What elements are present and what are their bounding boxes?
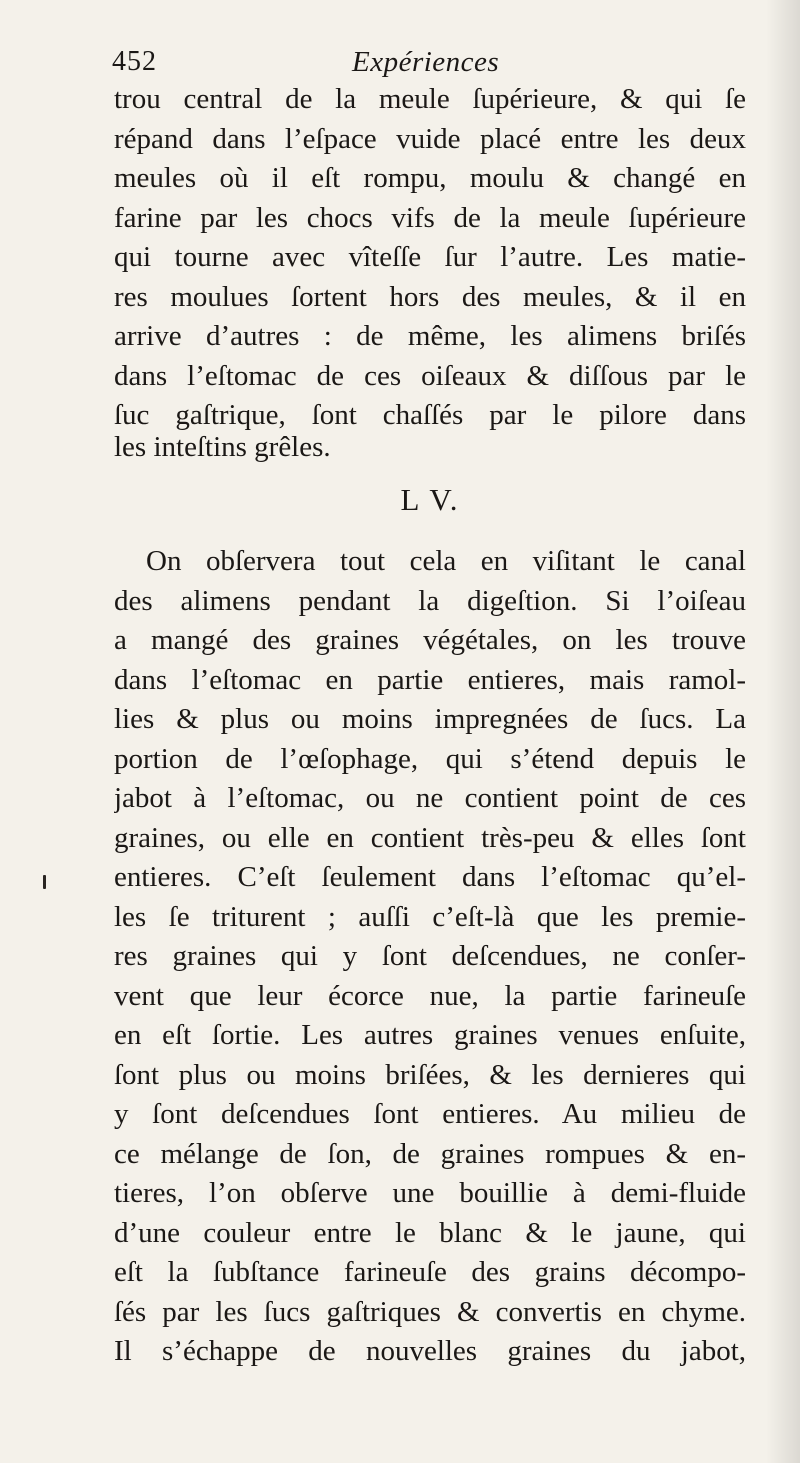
- text-line: y ſont deſcendues ſont entieres. Au milieu de: [114, 1098, 746, 1130]
- text-line: portion de l’œſophage, qui s’étend depuis le: [114, 743, 746, 775]
- text-line: dans l’eſtomac en partie entieres, mais ramol-: [114, 664, 746, 696]
- running-title: Expériences: [352, 46, 500, 78]
- text-line: ſés par les ſucs gaſtriques & convertis en chyme.: [114, 1296, 746, 1328]
- text-line: d’une couleur entre le blanc & le jaune, qui: [114, 1217, 746, 1249]
- text-line: les inteſtins grêles.: [114, 431, 331, 463]
- text-line: qui tourne avec vîteſſe ſur l’autre. Les matie-: [114, 241, 746, 273]
- text-line: On obſervera tout cela en viſitant le canal: [146, 545, 746, 577]
- page-edge-shadow: [766, 0, 800, 1463]
- text-line: en eſt ſortie. Les autres graines venues enſuite,: [114, 1019, 746, 1051]
- ink-speck: [43, 875, 46, 889]
- text-line: lies & plus ou moins impregnées de ſucs. La: [114, 703, 746, 735]
- text-line: ſuc gaſtrique, ſont chaſſés par le pilore dans: [114, 399, 746, 431]
- text-line: Il s’échappe de nouvelles graines du jabot,: [114, 1335, 746, 1367]
- page-number: 452: [112, 46, 157, 77]
- section-heading: L V.: [400, 482, 460, 517]
- text-line: res graines qui y ſont deſcendues, ne conſer-: [114, 940, 746, 972]
- text-line: farine par les chocs vifs de la meule ſupérieure: [114, 202, 746, 234]
- text-line: meules où il eſt rompu, moulu & changé en: [114, 162, 746, 194]
- text-line: dans l’eſtomac de ces oiſeaux & diſſous par le: [114, 360, 746, 392]
- text-line: arrive d’autres : de même, les alimens briſés: [114, 320, 746, 352]
- text-line: jabot à l’eſtomac, ou ne contient point de ces: [114, 782, 746, 814]
- text-line: des alimens pendant la digeſtion. Si l’oiſeau: [114, 585, 746, 617]
- text-line: ſont plus ou moins briſées, & les dernieres qui: [114, 1059, 746, 1091]
- text-line: a mangé des graines végétales, on les trouve: [114, 624, 746, 656]
- text-line: les ſe triturent ; auſſi c’eſt-là que les premie-: [114, 901, 746, 933]
- text-line: répand dans l’eſpace vuide placé entre les deux: [114, 123, 746, 155]
- text-line: eſt la ſubſtance farineuſe des grains décompo-: [114, 1256, 746, 1288]
- text-line: trou central de la meule ſupérieure, & qui ſe: [114, 83, 746, 115]
- text-line: res moulues ſortent hors des meules, & il en: [114, 281, 746, 313]
- text-line: entieres. C’eſt ſeulement dans l’eſtomac qu’el-: [114, 861, 746, 893]
- text-line: tieres, l’on obſerve une bouillie à demi-fluide: [114, 1177, 746, 1209]
- text-line: ce mélange de ſon, de graines rompues & en-: [114, 1138, 746, 1170]
- text-line: graines, ou elle en contient très-peu & elles ſont: [114, 822, 746, 854]
- text-line: vent que leur écorce nue, la partie farineuſe: [114, 980, 746, 1012]
